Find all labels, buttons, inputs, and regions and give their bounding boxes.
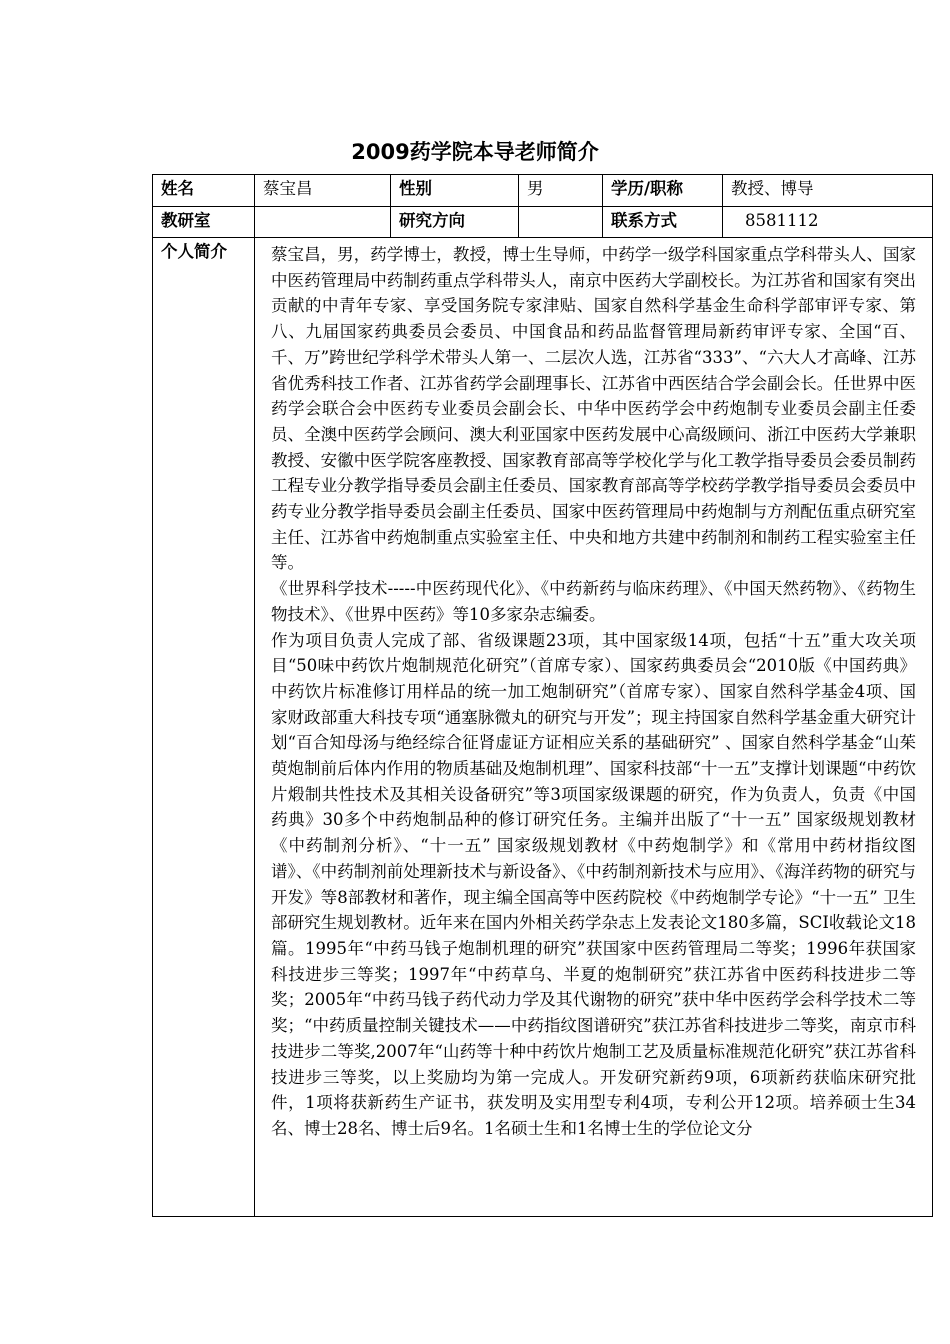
page-title: 2009药学院本导老师简介 — [351, 140, 599, 164]
profile-content — [255, 238, 933, 1217]
degree-value: 教授、博导 — [723, 175, 933, 207]
research-direction-label: 研究方向 — [391, 207, 519, 238]
department-label: 教研室 — [153, 207, 255, 238]
name-value: 蔡宝昌 — [255, 175, 391, 207]
table-row — [153, 207, 933, 238]
profile-paragraph-3: 作为项目负责人完成了部、省级课题23项，其中国家级14项，包括“十五”重大攻关项目“50味中药饮片炮制规范化研究”（首席专家）、国家药典委员会“2010版《中国药典》中药饮片标准修订用样品的统一加工炮制研究”（首席专家）、国家自然科学基金4项、国家财政部重大科技专项“通塞脉微丸的研究与开发”；现主持国家自然科学基金重大研究计划“百合知母汤与绝经综合征肾虚证方证相应关系的基础研究” 、国家自然科学基金“山茱萸炮制前后体内作用的物质基础及炮制机理”、国家科技部“十一五”支撑计划课题“中药饮片煅制共性技术及其相关设备研究”等3项国家级课题的研究，作为负责人，负责《中国药典》30多个中药炮制品种的修订研究任务。主编并出版了“十一五” 国家级规划教材《中药制剂分析》、“十一五” 国家级规划教材《中药炮制学》和《常用中药材指纹图谱》、《中药制剂前处理新技术与新设备》、《中药制剂新技术与应用》、《海洋药物的研究与开发》等8部教材和著作，现主编全国高等中医药院校《中药炮制学专论》“十一五” 卫生部研究生规划教材。近年来在国内外相关药学杂志上发表论文180多篇，SCI收载论文18篇。1995年“中药马钱子炮制机理的研究”获国家中医药管理局二等奖；1996年获国家科技进步三等奖；1997年“中药草乌、半夏的炮制研究”获江苏省中医药科技进步二等奖；2005年“中药马钱子药代动力学及其代谢物的研究”获中华中医药学会科学技术二等奖；“中药质量控制关键技术——中药指纹图谱研究”获江苏省科技进步二等奖，南京市科技进步二等奖,2007年“山药等十种中药饮片炮制工艺及质量标准规范化研究”获江苏省科技进步三等奖，以上奖励均为第一完成人。开发研究新药9项，6项新药获临床研究批件，1项将获新药生产证书，获发明及实用型专利4项，专利公开12项。培养硕士生34名、博士28名、博士后9名。1名硕士生和1名博士生的学位论文分 — [271, 630, 916, 1138]
table-row — [153, 175, 933, 207]
name-label: 姓名 — [153, 175, 255, 207]
department-value — [255, 207, 391, 238]
contact-value: 8581112 — [723, 207, 933, 238]
table-row — [153, 238, 933, 1217]
profile-label: 个人简介 — [153, 238, 255, 1217]
gender-value: 男 — [519, 175, 603, 207]
gender-label: 性别 — [391, 175, 519, 207]
contact-label: 联系方式 — [603, 207, 723, 238]
profile-paragraph-2: 《世界科学技术-----中医药现代化》、《中药新药与临床药理》、《中国天然药物》、《药物生物技术》、《世界中医药》等10多家杂志编委。 — [271, 579, 916, 624]
profile-paragraph-1: 蔡宝昌，男，药学博士，教授，博士生导师，中药学一级学科国家重点学科带头人、国家中医药管理局中药制药重点学科带头人，南京中医药大学副校长。为江苏省和国家有突出贡献的中青年专家、享受国务院专家津贴、国家自然科学基金生命科学部审评专家、第八、九届国家药典委员会委员、中国食品和药品监督管理局新药审评专家、全国“百、千、万”跨世纪学科学术带头人第一、二层次人选，江苏省“333”、“六大人才高峰、江苏省优秀科技工作者、江苏省药学会副理事长、江苏省中西医结合学会副会长。任世界中医药学会联合会中医药专业委员会副会长、中华中医药学会中药炮制专业委员会副主任委员、全澳中医药学会顾问、澳大利亚国家中医药发展中心高级顾问、浙江中医药大学兼职教授、安徽中医学院客座教授、国家教育部高等学校化学与化工教学指导委员会委员制药工程专业分教学指导委员会副主任委员、国家教育部高等学校药学教学指导委员会委员中药专业分教学指导委员会副主任委员、国家中医药管理局中药炮制与方剂配伍重点研究室主任、江苏省中药炮制重点实验室主任、中央和地方共建中药制剂和制药工程实验室主任等。 — [271, 245, 916, 573]
profile-table — [152, 174, 933, 1217]
degree-label: 学历/职称 — [603, 175, 723, 207]
research-direction-value — [519, 207, 603, 238]
